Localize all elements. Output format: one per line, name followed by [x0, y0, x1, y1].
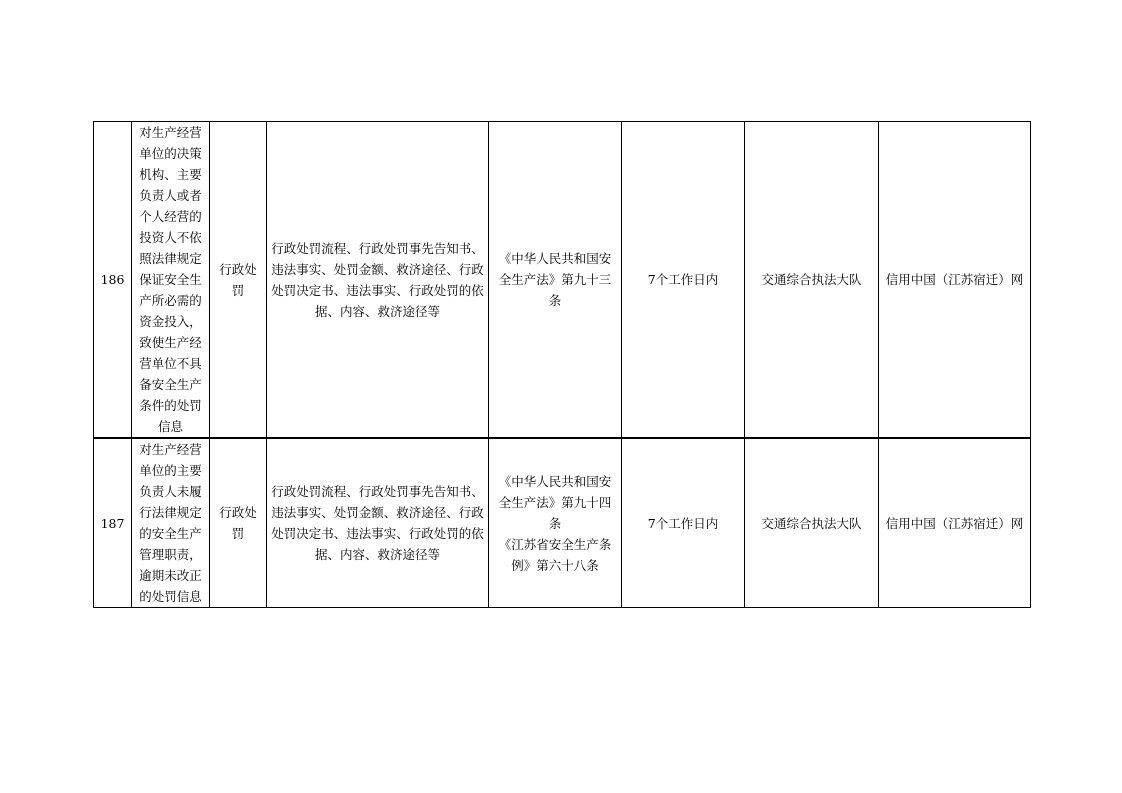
legal-basis: 《中华人民共和国安全生产法》第九十四条 《江苏省安全生产条例》第六十八条: [489, 438, 622, 608]
time-limit: 7个工作日内: [622, 122, 745, 439]
disclosure-channel: 信用中国（江苏宿迁）网: [879, 438, 1031, 608]
item-name: 对生产经营单位的决策机构、主要负责人或者个人经营的投资人不依照法律规定保证安全生产所必需的资金投入，致使生产经营单位不具备安全生产条件的处罚信息: [132, 122, 210, 439]
item-category: 行政处罚: [210, 122, 267, 439]
responsible-subject: 交通综合执法大队: [745, 438, 879, 608]
disclosure-content: 行政处罚流程、行政处罚事先告知书、违法事实、处罚金额、救济途径、行政处罚决定书、违法事实、行政处罚的依据、内容、救济途径等: [267, 122, 489, 439]
row-number: 186: [94, 122, 132, 439]
row-number: 187: [94, 438, 132, 608]
item-category: 行政处罚: [210, 438, 267, 608]
disclosure-table: [93, 121, 1031, 608]
table-row: [94, 438, 1031, 608]
table-row: [94, 122, 1031, 439]
item-name: 对生产经营单位的主要负责人未履行法律规定的安全生产管理职责，逾期未改正的处罚信息: [132, 438, 210, 608]
disclosure-content: 行政处罚流程、行政处罚事先告知书、违法事实、处罚金额、救济途径、行政处罚决定书、违法事实、行政处罚的依据、内容、救济途径等: [267, 438, 489, 608]
responsible-subject: 交通综合执法大队: [745, 122, 879, 439]
time-limit: 7个工作日内: [622, 438, 745, 608]
disclosure-channel: 信用中国（江苏宿迁）网: [879, 122, 1031, 439]
legal-basis: 《中华人民共和国安全生产法》第九十三条: [489, 122, 622, 439]
